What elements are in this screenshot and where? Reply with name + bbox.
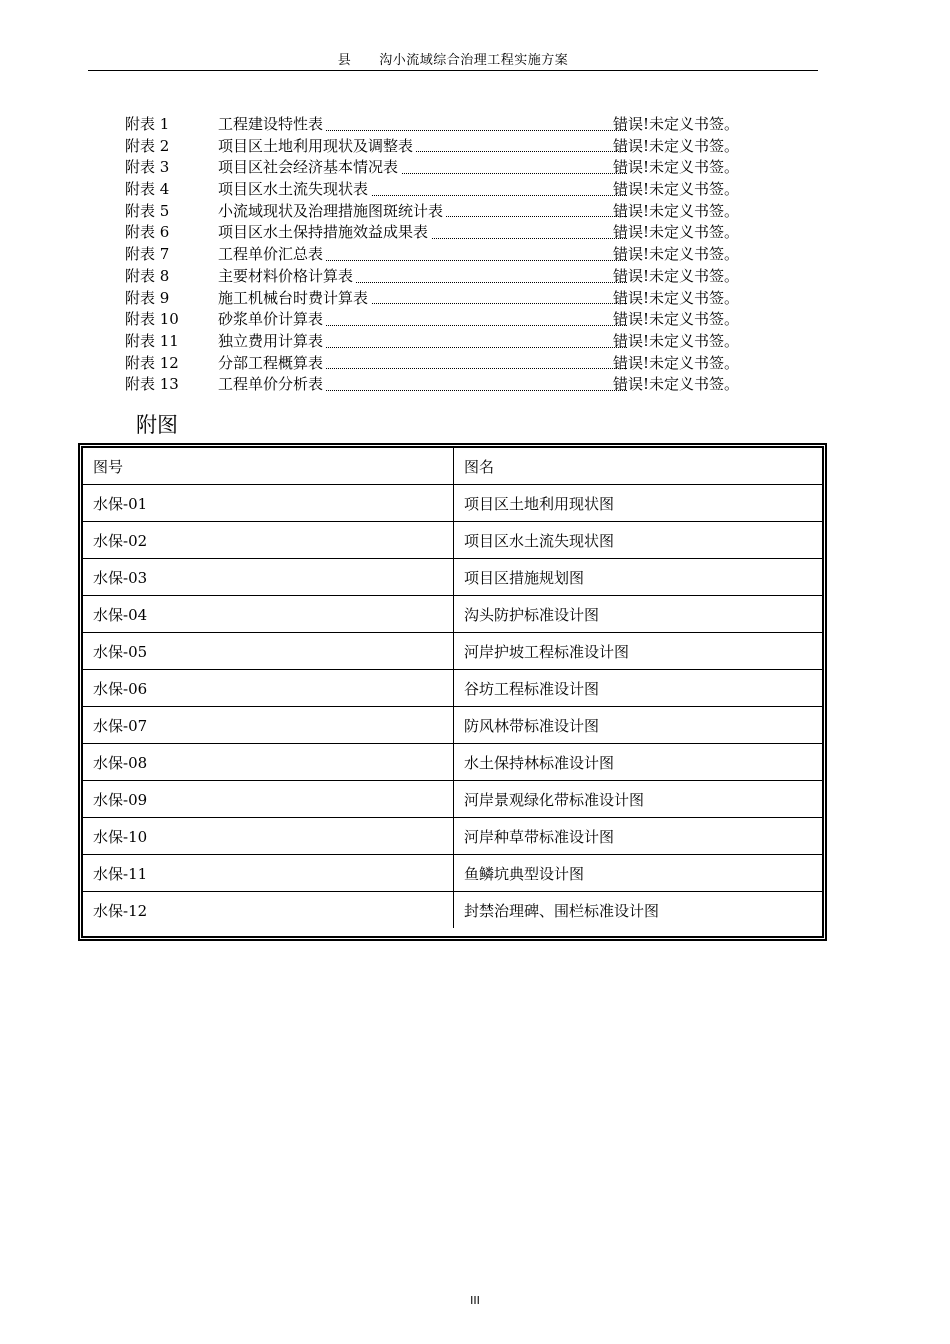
toc-entry[interactable] — [125, 353, 765, 375]
figure-name-cell: 项目区水土流失现状图 — [454, 522, 823, 559]
figure-name-cell: 封禁治理碑、围栏标准设计图 — [454, 892, 823, 929]
toc-entry-number: 附表 12 — [125, 353, 179, 372]
toc-entry-title-wrap — [218, 136, 627, 158]
figures-table-header-row — [83, 448, 822, 485]
toc-entry-title-wrap — [218, 331, 627, 353]
toc-entry-title: 工程建设特性表 — [218, 115, 326, 133]
toc-entry-title: 小流域现状及治理措施图斑统计表 — [218, 202, 446, 220]
figure-name-cell: 鱼鳞坑典型设计图 — [454, 855, 823, 892]
toc-entry-number: 附表 13 — [125, 375, 179, 394]
table-row — [83, 670, 822, 707]
figure-name-cell: 沟头防护标准设计图 — [454, 596, 823, 633]
toc-entry[interactable] — [125, 288, 765, 310]
table-row — [83, 596, 822, 633]
toc-entry-title: 工程单价汇总表 — [218, 245, 326, 263]
toc-entry-title: 项目区土地利用现状及调整表 — [218, 137, 416, 155]
figure-name-cell: 项目区土地利用现状图 — [454, 485, 823, 522]
toc-entry[interactable] — [125, 179, 765, 201]
toc-entry-number: 附表 8 — [125, 266, 170, 285]
toc-entry[interactable] — [125, 136, 765, 158]
toc-entry-page-ref: 错误!未定义书签。 — [613, 180, 740, 199]
toc-entry-title: 独立费用计算表 — [218, 332, 326, 350]
figure-number-cell: 水保-06 — [83, 670, 454, 707]
toc-entry-number: 附表 2 — [125, 136, 170, 155]
figure-number-cell: 水保-08 — [83, 744, 454, 781]
toc-entry-title-wrap — [218, 179, 627, 201]
table-row — [83, 818, 822, 855]
figure-number-cell: 水保-02 — [83, 522, 454, 559]
page-number: III — [470, 1294, 480, 1307]
toc-entry-page-ref: 错误!未定义书签。 — [613, 158, 740, 177]
table-row — [83, 559, 822, 596]
header-county: 县 — [337, 53, 352, 68]
figures-table — [78, 443, 827, 941]
column-header-figure-number: 图号 — [83, 448, 454, 485]
figure-number-cell: 水保-07 — [83, 707, 454, 744]
table-row — [83, 485, 822, 522]
toc-entry-title: 施工机械台时费计算表 — [218, 289, 371, 307]
toc-entry-page-ref: 错误!未定义书签。 — [613, 331, 740, 350]
toc-entry-title-wrap — [218, 266, 627, 288]
toc-entry-title: 项目区水土流失现状表 — [218, 180, 371, 198]
figures-heading: 附图 — [136, 413, 178, 437]
table-row — [83, 855, 822, 892]
table-row — [83, 633, 822, 670]
toc-entry-title-wrap — [218, 309, 627, 331]
toc-entry-page-ref: 错误!未定义书签。 — [613, 353, 740, 372]
figure-number-cell: 水保-05 — [83, 633, 454, 670]
toc-entry-title-wrap — [218, 114, 627, 136]
toc-entry-page-ref: 错误!未定义书签。 — [613, 115, 740, 133]
toc-entry-number: 附表 4 — [125, 180, 170, 199]
toc-entry-page-ref: 错误!未定义书签。 — [613, 136, 740, 155]
table-row — [83, 522, 822, 559]
toc-entry-title: 工程单价分析表 — [218, 375, 326, 393]
toc-entry-title: 项目区水土保持措施效益成果表 — [218, 223, 431, 241]
toc-entry-title-wrap — [218, 201, 627, 223]
toc-entry-title-wrap — [218, 244, 627, 266]
figure-number-cell: 水保-10 — [83, 818, 454, 855]
toc-entry-number: 附表 3 — [125, 158, 170, 177]
toc-entry-number: 附表 6 — [125, 223, 170, 242]
toc-entry-title-wrap — [218, 157, 627, 179]
table-row — [83, 707, 822, 744]
toc-entry-page-ref: 错误!未定义书签。 — [613, 266, 740, 285]
toc-entry-title-wrap — [218, 353, 627, 375]
toc-entry[interactable] — [125, 157, 765, 179]
figure-name-cell: 河岸种草带标准设计图 — [454, 818, 823, 855]
toc-entry[interactable] — [125, 222, 765, 244]
figure-number-cell: 水保-04 — [83, 596, 454, 633]
toc-entry-number: 附表 5 — [125, 201, 170, 220]
table-row — [83, 744, 822, 781]
figure-number-cell: 水保-03 — [83, 559, 454, 596]
toc-entry[interactable] — [125, 114, 765, 136]
table-row — [83, 781, 822, 818]
toc-entry-page-ref: 错误!未定义书签。 — [613, 375, 740, 394]
toc-entry-title-wrap — [218, 288, 627, 310]
toc-entry-title: 项目区社会经济基本情况表 — [218, 158, 401, 176]
page-header — [88, 52, 818, 71]
toc-entry-page-ref: 错误!未定义书签。 — [613, 288, 740, 307]
toc-entry-page-ref: 错误!未定义书签。 — [613, 245, 740, 264]
toc-entry-title-wrap — [218, 222, 627, 244]
toc-entry-title: 砂浆单价计算表 — [218, 310, 326, 328]
toc-entry[interactable] — [125, 266, 765, 288]
figure-name-cell: 防风林带标准设计图 — [454, 707, 823, 744]
appendix-table-list — [125, 114, 765, 396]
figure-number-cell: 水保-09 — [83, 781, 454, 818]
toc-entry[interactable] — [125, 201, 765, 223]
toc-entry-title: 主要材料价格计算表 — [218, 267, 356, 285]
column-header-figure-name: 图名 — [454, 448, 823, 485]
toc-entry-page-ref: 错误!未定义书签。 — [613, 223, 740, 242]
figure-number-cell: 水保-11 — [83, 855, 454, 892]
figure-name-cell: 谷坊工程标准设计图 — [454, 670, 823, 707]
toc-entry[interactable] — [125, 331, 765, 353]
toc-entry[interactable] — [125, 309, 765, 331]
figure-number-cell: 水保-01 — [83, 485, 454, 522]
figure-name-cell: 河岸景观绿化带标准设计图 — [454, 781, 823, 818]
figure-name-cell: 水土保持林标准设计图 — [454, 744, 823, 781]
toc-entry-number: 附表 10 — [125, 310, 179, 329]
figure-name-cell: 河岸护坡工程标准设计图 — [454, 633, 823, 670]
toc-entry-title-wrap — [218, 374, 627, 396]
toc-entry[interactable] — [125, 244, 765, 266]
toc-entry[interactable] — [125, 374, 765, 396]
figure-number-cell: 水保-12 — [83, 892, 454, 929]
toc-entry-title: 分部工程概算表 — [218, 354, 326, 372]
figure-name-cell: 项目区措施规划图 — [454, 559, 823, 596]
toc-entry-number: 附表 1 — [125, 115, 170, 133]
toc-entry-number: 附表 9 — [125, 288, 170, 307]
header-title: 沟小流域综合治理工程实施方案 — [379, 53, 569, 68]
toc-entry-number: 附表 7 — [125, 245, 170, 264]
table-row — [83, 892, 822, 929]
toc-entry-number: 附表 11 — [125, 331, 179, 350]
toc-entry-page-ref: 错误!未定义书签。 — [613, 310, 740, 329]
toc-entry-page-ref: 错误!未定义书签。 — [613, 201, 740, 220]
